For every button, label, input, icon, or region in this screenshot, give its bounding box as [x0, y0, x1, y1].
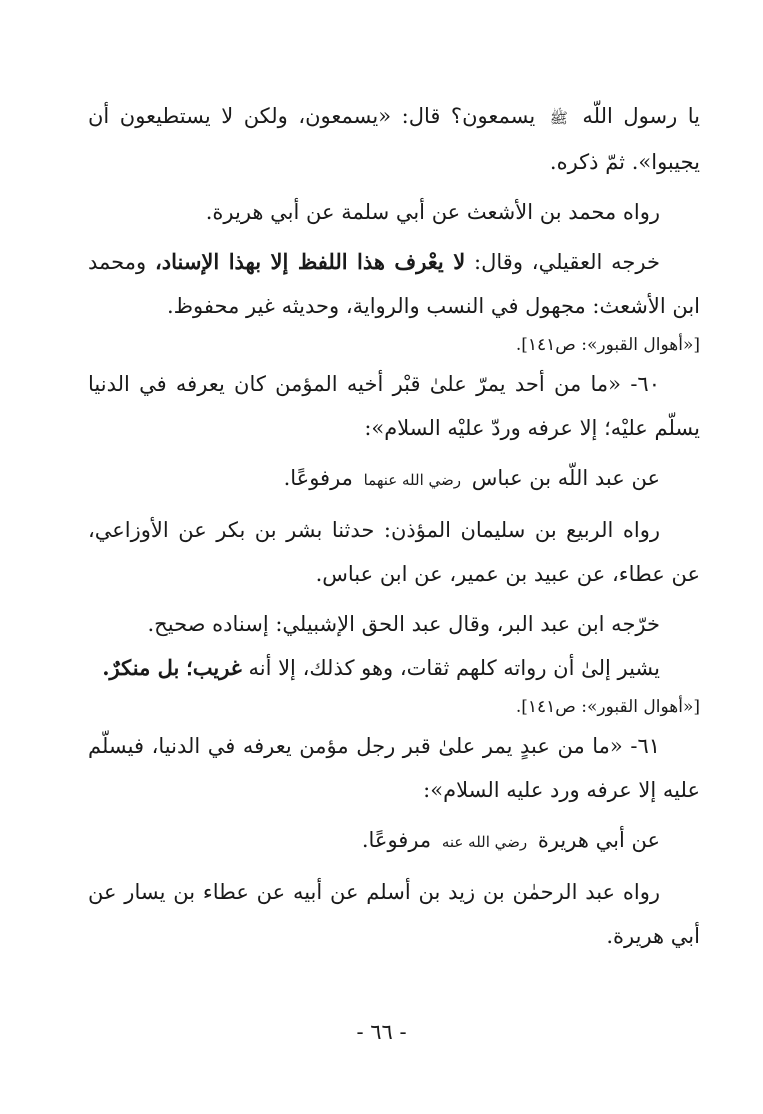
- bold-term: غريب؛: [186, 655, 242, 680]
- text-segment: يشير إلىٰ أن رواته كلهم ثقات، وهو كذلك، إلا أنه: [248, 656, 660, 680]
- hadith-number: ٦١-: [630, 734, 660, 758]
- paragraph-10: [88, 818, 700, 864]
- paragraph-5: [88, 456, 700, 502]
- paragraph-8: [88, 646, 700, 690]
- honorific-glyph: رضي الله عنهما: [363, 471, 462, 489]
- page-body: [88, 94, 700, 958]
- honorific-glyph: ﷺ: [549, 109, 568, 127]
- text-segment: يا رسول اللّه: [582, 104, 700, 128]
- paragraph-1: [88, 94, 700, 184]
- bold-term: بل منكرٌ.: [102, 655, 180, 680]
- text-segment: مرفوعًا.: [283, 466, 353, 490]
- paragraph-11: رواه عبد الرحمٰن بن زيد بن أسلم عن أبيه عن عطاء بن يسار عن أبي هريرة.: [88, 880, 700, 948]
- hadith-60: [88, 362, 700, 450]
- hadith-61: [88, 724, 700, 812]
- paragraph-3: [88, 240, 700, 328]
- text-segment: يسمعون؟ قال: «يسمعون، ولكن لا يستطيعون أن يجيبوا». ثمّ ذكره.: [88, 104, 700, 174]
- page-number: - ٦٦ -: [356, 1020, 407, 1044]
- paragraph-2: رواه محمد بن الأشعث عن أبي سلمة عن أبي هريرة.: [205, 200, 660, 224]
- honorific-glyph: رضي الله عنه: [441, 833, 528, 851]
- source-reference-1: [«أهوال القبور»: ص١٤١].: [515, 335, 700, 355]
- paragraph-6: رواه الربيع بن سليمان المؤذن: حدثنا بشر بن بكر عن الأوزاعي، عن عطاء، عن عبيد بن عمير، عن ابن عباس.: [88, 518, 700, 586]
- paragraph-7: خرّجه ابن عبد البر، وقال عبد الحق الإشبيلي: إسناده صحيح.: [147, 612, 660, 636]
- source-reference-2: [«أهوال القبور»: ص١٤١].: [515, 697, 700, 717]
- text-segment: عن أبي هريرة: [537, 828, 660, 852]
- text-segment: خرجه العقيلي، وقال:: [474, 250, 660, 274]
- text-segment: عن عبد اللّه بن عباس: [471, 466, 660, 490]
- bold-quote: لا يعْرف هذا اللفظ إلا بهذا الإسناد،: [154, 249, 466, 274]
- text-segment: ومحمد ابن الأشعث: مجهول في النسب والرواية، وحديثه غير محفوظ.: [88, 250, 700, 318]
- text-segment: مرفوعًا.: [361, 828, 432, 852]
- hadith-text: «ما من عبدٍ يمر علىٰ قبر رجل مؤمن يعرفه في الدنيا، فيسلّم عليه إلا عرفه ورد عليه السلام»:: [88, 734, 700, 802]
- hadith-text: «ما من أحد يمرّ علىٰ قبْر أخيه المؤمن كان يعرفه في الدنيا يسلّم عليْه؛ إلا عرفه وردّ عليْه السلام»:: [88, 372, 700, 440]
- hadith-number: ٦٠-: [630, 372, 660, 396]
